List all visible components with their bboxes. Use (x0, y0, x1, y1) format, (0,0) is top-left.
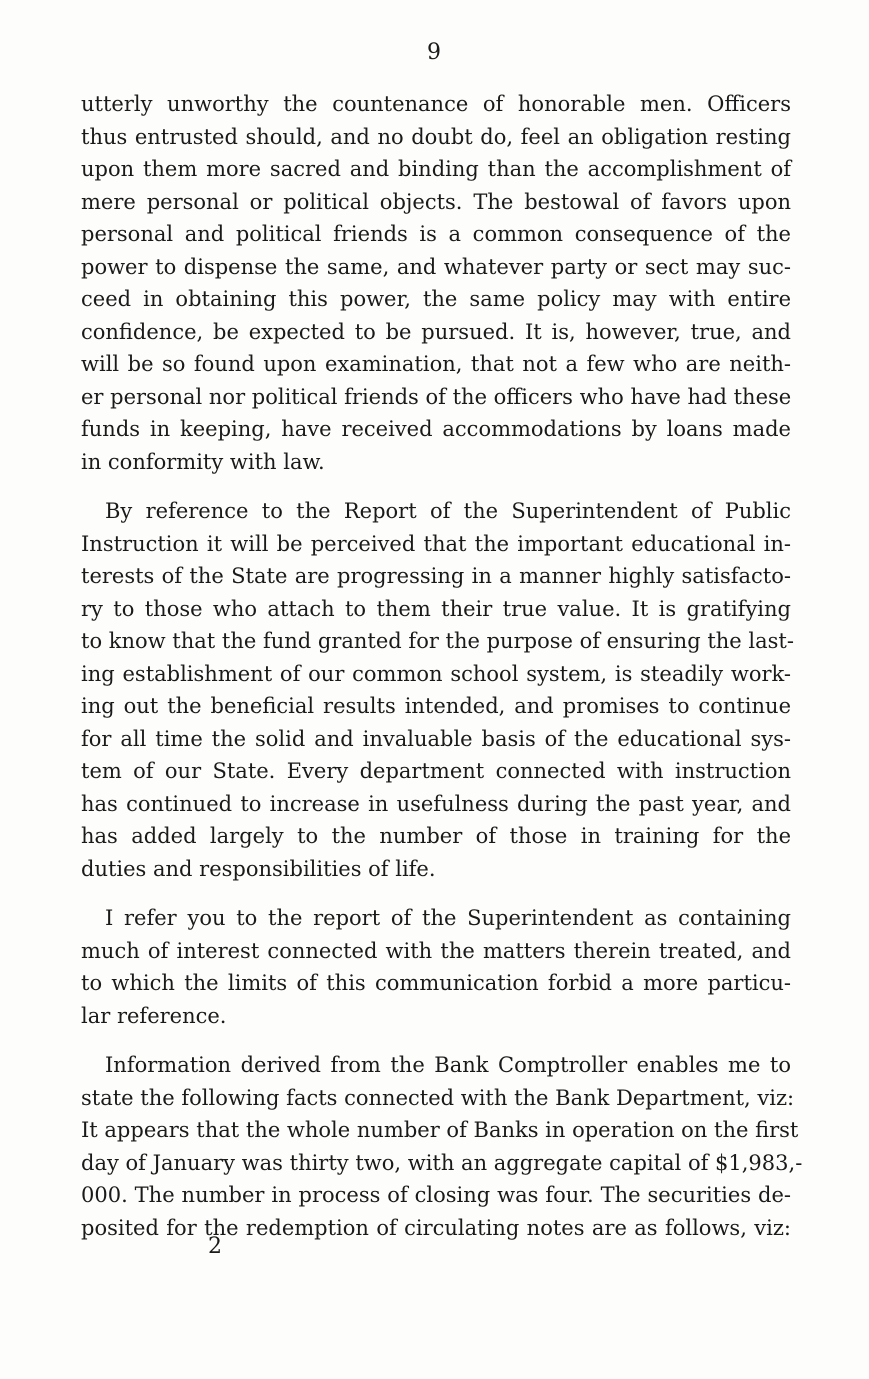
text-line: By reference to the Report of the Superintendent of Public (105, 499, 791, 523)
text-line: day of January was thirty two, with an aggregate capital of $1,983,- (81, 1150, 803, 1175)
text-line: ry to those who attach to them their true value. It is gratifying (81, 596, 791, 621)
text-line: lar reference. (81, 1003, 227, 1028)
text-line: has added largely to the number of those in training for the (81, 824, 791, 848)
paragraph-public-instruction (81, 495, 794, 885)
body-text (81, 88, 803, 1261)
text-line: will be so found upon examination, that not a few who are neith- (81, 352, 791, 376)
text-line: ing out the beneficial results intended, and promises to continue (81, 694, 791, 718)
text-line: state the following facts connected with the Bank Department, viz: (81, 1085, 795, 1110)
text-line: in conformity with law. (81, 449, 325, 474)
text-line: er personal nor political friends of the officers who have had these (81, 384, 792, 409)
text-line: duties and responsibilities of life. (81, 856, 436, 881)
page-number: 9 (427, 40, 442, 65)
text-line: to know that the fund granted for the purpose of ensuring the last- (81, 629, 794, 653)
text-line: much of interest connected with the matters therein treated, and (81, 938, 791, 963)
text-line: upon them more sacred and binding than the accomplishment of (81, 157, 791, 181)
paragraph-superintendent-report (81, 902, 791, 1032)
paragraph-bank-department (81, 1049, 803, 1244)
text-line: tem of our State. Every department connected with instruction (81, 759, 791, 783)
signature-mark: 2 (208, 1234, 222, 1259)
text-line: Information derived from the Bank Comptroller enables me to (105, 1053, 791, 1077)
paragraph-officers (81, 88, 791, 478)
text-line: ing establishment of our common school system, is steadily work- (81, 661, 791, 686)
text-line: mere personal or political objects. The bestowal of favors upon (81, 189, 791, 214)
text-line: funds in keeping, have received accommodations by loans made (81, 417, 791, 441)
text-line: I refer you to the report of the Superintendent as containing (105, 906, 791, 930)
text-line: thus entrusted should, and no doubt do, feel an obligation resting (81, 124, 791, 149)
text-line: 000. The number in process of closing was four. The securities de- (81, 1183, 791, 1207)
text-line: ceed in obtaining this power, the same policy may with entire (81, 287, 791, 311)
text-line: power to dispense the same, and whatever party or sect may suc- (81, 254, 791, 279)
text-line: utterly unworthy the countenance of honorable men. Officers (81, 92, 791, 116)
text-line: personal and political friends is a common consequence of the (81, 222, 791, 246)
text-line: for all time the solid and invaluable basis of the educational sys- (81, 726, 791, 751)
text-line: Instruction it will be perceived that the important educational in- (81, 531, 791, 556)
text-line: has continued to increase in usefulness during the past year, and (81, 791, 791, 816)
text-line: posited for the redemption of circulating notes are as follows, viz: (81, 1215, 791, 1240)
text-line: confidence, be expected to be pursued. It is, however, true, and (81, 319, 791, 344)
text-line: to which the limits of this communication forbid a more particu- (81, 971, 791, 995)
text-line: terests of the State are progressing in a manner highly satisfacto- (81, 564, 791, 588)
text-line: It appears that the whole number of Banks in operation on the first (81, 1118, 799, 1142)
